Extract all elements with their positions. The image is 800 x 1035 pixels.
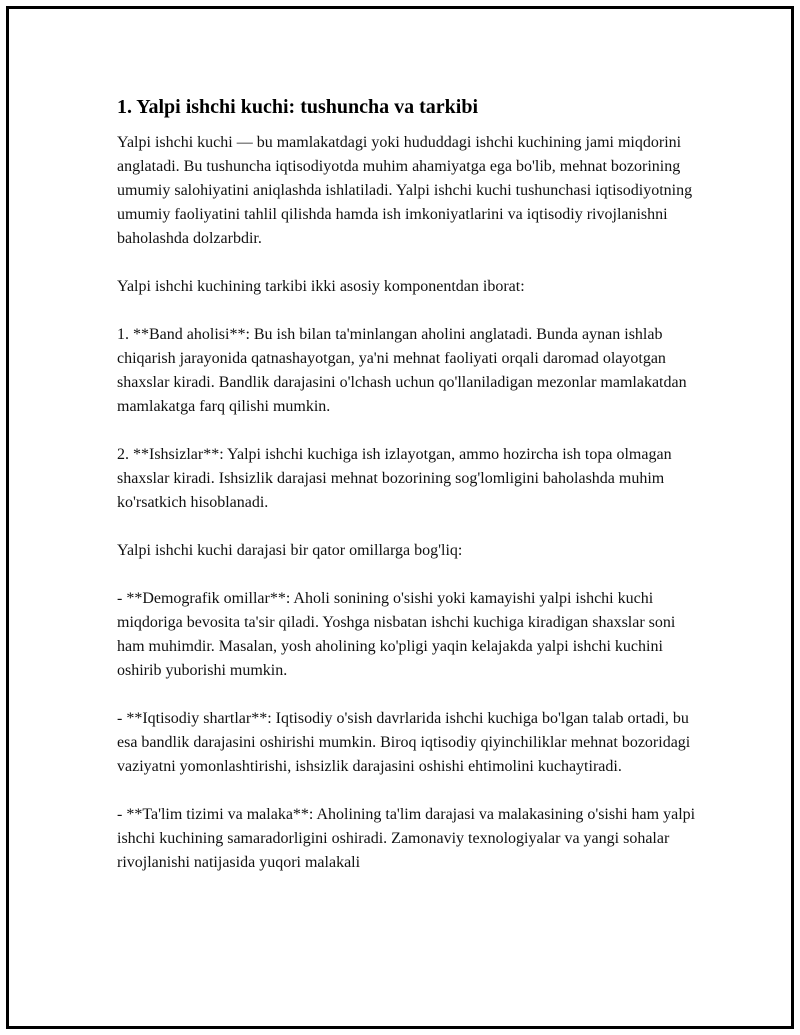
paragraph-employed: 1. **Band aholisi**: Bu ish bilan ta'minlangan aholini anglatadi. Bunda aynan ishlab chiqarish jarayonida qatnashayotgan, ya'ni mehnat faoliyati orqali daromad olayotgan shaxslar kiradi. Bandlik darajasini o'lchash uchun qo'llaniladigan mezonlar mamlakatdan mamlakatga farq qilishi mumkin.: [117, 326, 687, 415]
paragraph-education-skills: - **Ta'lim tizimi va malaka**: Aholining ta'lim darajasi va malakasining o'sishi ham yalpi ishchi kuchining samaradorligini oshiradi. Zamonaviy texnologiyalar va yangi sohalar rivojlanishi natijasida yuqori malakali: [117, 806, 696, 871]
paragraph-definition: Yalpi ishchi kuchi — bu mamlakatdagi yoki hududdagi ishchi kuchining jami miqdorini anglatadi. Bu tushuncha iqtisodiyotda muhim ahamiyatga ega bo'lib, mehnat bozorining umumiy salohiyatini aniqlashda ishlatiladi. Yalpi ishchi kuchi tushunchasi iqtisodiyotning umumiy faoliyatini tahlil qilishda hamda ish imkoniyatlarini va iqtisodiy rivojlanishni baholashda dolzarbdir.: [117, 134, 693, 247]
paragraph-economic-conditions: - **Iqtisodiy shartlar**: Iqtisodiy o'sish davrlarida ishchi kuchiga bo'lgan talab ortadi, bu esa bandlik darajasini oshirishi mumkin. Biroq iqtisodiy qiyinchiliklar mehnat bozoridagi vaziyatni yomonlashtirishi, ishsizlik darajasini oshishi ehtimolini kuchaytiradi.: [117, 710, 691, 775]
paragraph-unemployed: 2. **Ishsizlar**: Yalpi ishchi kuchiga ish izlayotgan, ammo hozircha ish topa olmagan shaxslar kiradi. Ishsizlik darajasi mehnat bozorining sog'lomligini baholashda muhim ko'rsatkich hisoblanadi.: [117, 446, 672, 511]
section-heading: 1. Yalpi ishchi kuchi: tushuncha va tarkibi: [117, 96, 479, 118]
document-body: [117, 93, 697, 899]
paragraph-factors-intro: Yalpi ishchi kuchi darajasi bir qator omillarga bog'liq:: [117, 542, 463, 559]
paragraph-demographic-factors: - **Demografik omillar**: Aholi sonining o'sishi yoki kamayishi yalpi ishchi kuchi miqdoriga bevosita ta'sir qiladi. Yoshga nisbatan ishchi kuchiga kiradigan shaxslar soni ham muhimdir. Masalan, yosh aholining ko'pligi yaqin kelajakda yalpi ishchi kuchini oshirib yuborishi mumkin.: [117, 590, 676, 679]
paragraph-composition-intro: Yalpi ishchi kuchining tarkibi ikki asosiy komponentdan iborat:: [117, 278, 525, 295]
